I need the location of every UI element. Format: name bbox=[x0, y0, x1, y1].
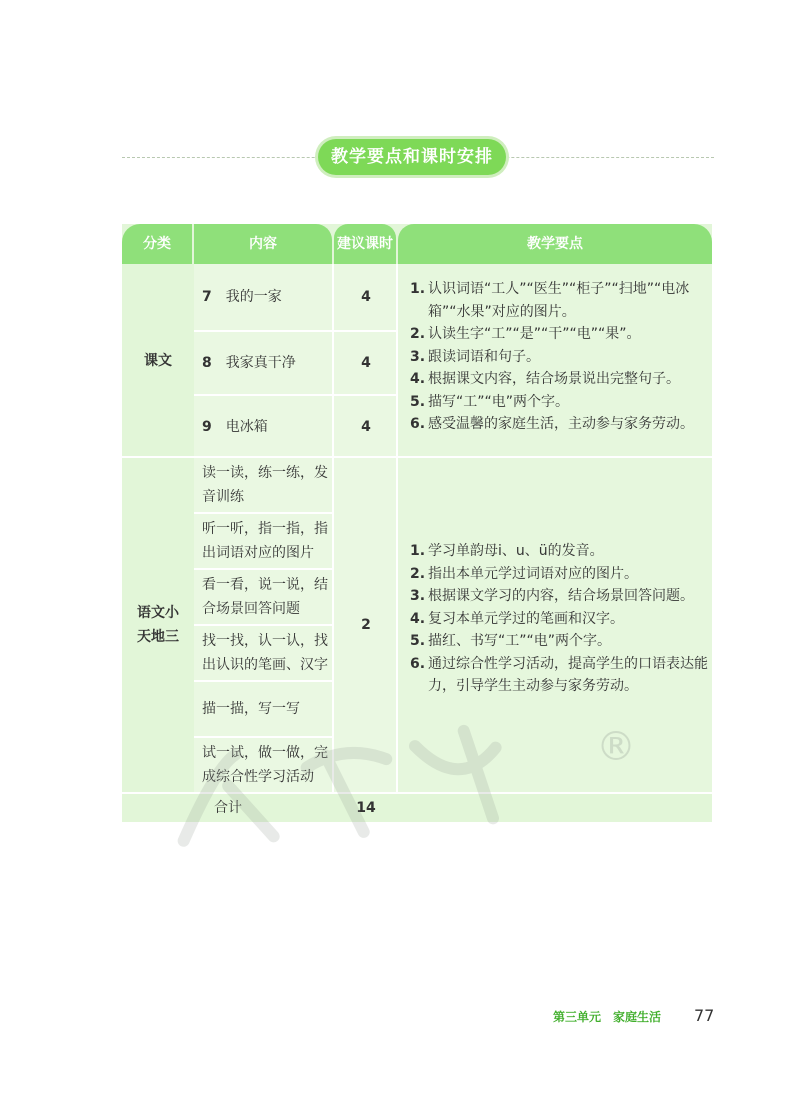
category-lessons: 课文 bbox=[144, 353, 172, 369]
teaching-point: 6. 感受温馨的家庭生活，主动参与家务劳动。 bbox=[410, 416, 694, 432]
column-divider bbox=[332, 264, 334, 792]
activity-row: 试一试，做一做，完成综合性学习活动 bbox=[194, 736, 334, 792]
content-row bbox=[194, 264, 334, 330]
hours-cell: 4 bbox=[334, 394, 398, 458]
header-points: 教学要点 bbox=[398, 224, 712, 264]
hours-cell: 4 bbox=[334, 330, 398, 394]
content-row bbox=[194, 330, 334, 394]
hours-cell: 4 bbox=[334, 264, 398, 330]
teaching-point: 6. 通过综合性学习活动，提高学生的口语表达能力，引导学生主动参与家务劳动。 bbox=[410, 655, 708, 694]
total-hours: 14 bbox=[356, 800, 376, 816]
section-title: 教学要点和课时安排 bbox=[318, 139, 506, 175]
registered-mark: ® bbox=[596, 724, 636, 770]
teaching-point: 1. 学习单韵母i、u、ü的发音。 bbox=[410, 543, 604, 559]
content-row bbox=[194, 394, 334, 458]
teaching-point: 2. 指出本单元学过词语对应的图片。 bbox=[410, 565, 638, 582]
activity-row: 读一读，练一练，发音训练 bbox=[194, 458, 334, 512]
activity-row: 找一找，认一认，找出认识的笔画、汉字 bbox=[194, 624, 334, 680]
teaching-points-lessons bbox=[398, 264, 712, 458]
teaching-point: 4. 根据课文内容，结合场景说出完整句子。 bbox=[410, 371, 680, 387]
hours-cell: 2 bbox=[334, 458, 398, 792]
footer-unit: 第三单元 家庭生活 bbox=[553, 1010, 662, 1024]
lesson-number: 8 bbox=[202, 355, 212, 371]
teaching-point: 4. 复习本单元学过的笔画和汉字。 bbox=[410, 610, 624, 627]
activity-row: 描一描，写一写 bbox=[194, 680, 334, 736]
lesson-title: 我的一家 bbox=[225, 289, 282, 305]
header-category: 分类 bbox=[122, 224, 192, 264]
teaching-point: 5. 描写“工”“电”两个字。 bbox=[410, 393, 570, 410]
teaching-point: 5. 描红、书写“工”“电”两个字。 bbox=[410, 633, 612, 649]
teaching-point: 3. 跟读词语和句子。 bbox=[410, 348, 540, 365]
lesson-number: 7 bbox=[202, 289, 212, 305]
teaching-point: 1. 认识词语“工人”“医生”“柜子”“扫地”“电冰箱”“水果”对应的图片。 bbox=[410, 281, 690, 320]
lesson-title: 我家真干净 bbox=[225, 355, 296, 371]
activity-row: 看一看，说一说，结合场景回答问题 bbox=[194, 568, 334, 624]
column-divider bbox=[396, 264, 398, 792]
lesson-title: 电冰箱 bbox=[225, 419, 268, 435]
page-number: 77 bbox=[694, 1006, 715, 1025]
lesson-number: 9 bbox=[202, 419, 212, 435]
total-label: 合计 bbox=[214, 800, 242, 816]
teaching-point: 2. 认读生字“工”“是”“干”“电”“果”。 bbox=[410, 326, 641, 342]
header-hours: 建议课时 bbox=[334, 224, 396, 264]
header-content: 内容 bbox=[194, 224, 332, 264]
activity-row: 听一听，指一指，指出词语对应的图片 bbox=[194, 512, 334, 568]
teaching-point: 3. 根据课文学习的内容，结合场景回答问题。 bbox=[410, 588, 694, 604]
category-chinese-corner: 语文小 天地三 bbox=[137, 605, 179, 645]
